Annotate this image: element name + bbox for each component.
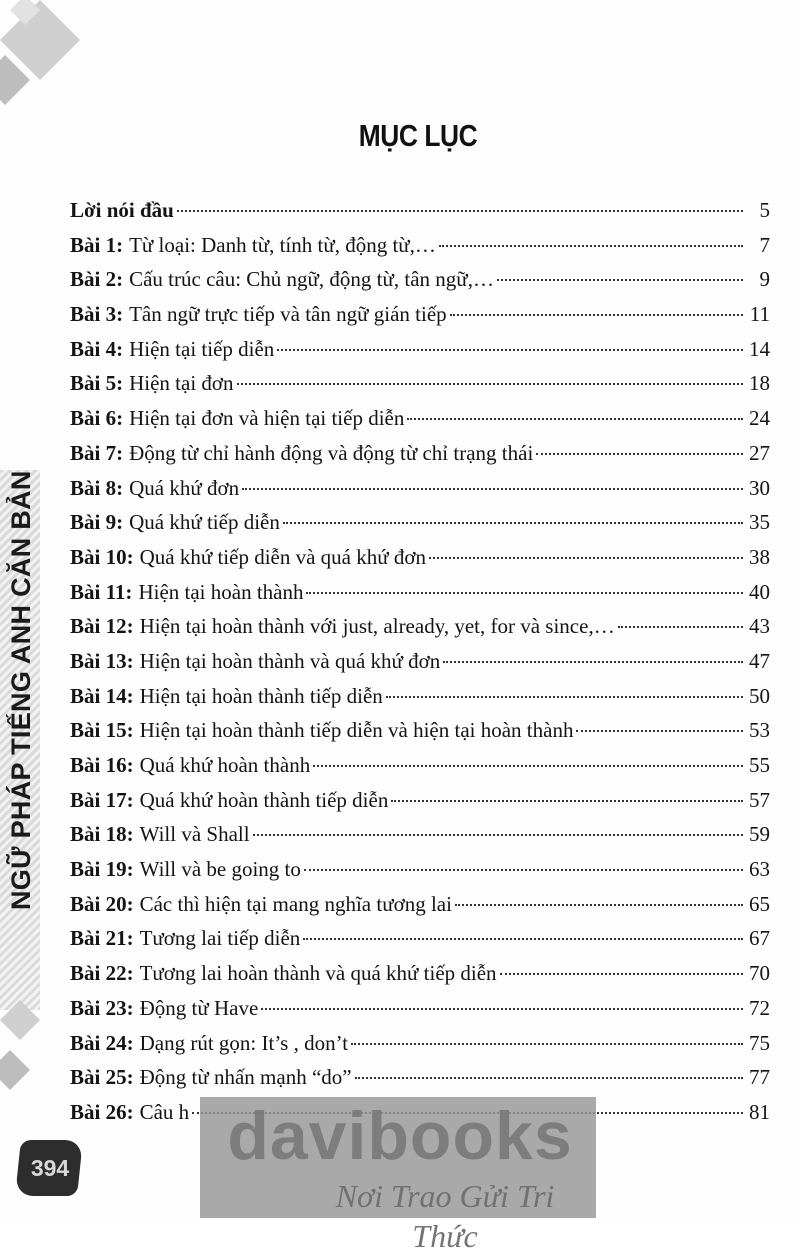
toc-entry-title: Tương lai hoàn thành và quá khứ tiếp diễn — [139, 961, 497, 986]
toc-entry-page: 75 — [749, 1030, 770, 1055]
toc-dot-leader — [500, 973, 743, 975]
toc-dot-leader — [536, 453, 743, 455]
toc-entry-title: Câu h — [139, 1099, 190, 1124]
toc-dot-leader — [443, 661, 743, 663]
page-title: MỤC LỤC — [358, 118, 478, 153]
toc-entry-label: Bài 2: — [70, 267, 124, 292]
watermark-brand: davibooks — [227, 1098, 573, 1174]
toc-entry — [70, 406, 770, 441]
toc-entry — [70, 198, 770, 233]
toc-entry-page: 57 — [749, 787, 770, 812]
toc-entry-title: Hiện tại hoàn thành và quá khứ đơn — [139, 648, 441, 673]
toc-entry-title: Dạng rút gọn: It’s , don’t — [139, 1030, 349, 1055]
toc-entry-label: Bài 17: — [70, 787, 134, 812]
toc-entry — [70, 337, 770, 372]
toc-entry-label: Bài 24: — [70, 1030, 134, 1055]
page-number: 394 — [30, 1155, 70, 1181]
toc-entry-title: Hiện tại tiếp diễn — [129, 336, 275, 361]
table-of-contents — [70, 198, 770, 1135]
toc-dot-leader — [429, 557, 743, 559]
toc-entry-page: 24 — [749, 406, 770, 431]
toc-entry-page: 18 — [749, 371, 770, 396]
toc-entry-label: Bài 10: — [70, 544, 134, 569]
toc-entry-label: Bài 13: — [70, 648, 134, 673]
toc-entry-label: Bài 22: — [70, 961, 134, 986]
toc-entry-label: Bài 5: — [70, 371, 124, 396]
toc-entry-title: Quá khứ hoàn thành tiếp diễn — [139, 787, 389, 812]
toc-entry-page: 7 — [759, 232, 770, 257]
toc-entry-label: Bài 8: — [70, 475, 124, 500]
toc-entry — [70, 233, 770, 268]
toc-entry — [70, 996, 770, 1031]
toc-entry-page: 9 — [759, 267, 770, 292]
toc-dot-leader — [177, 210, 743, 212]
toc-entry-title: Hiện tại hoàn thành — [138, 579, 304, 604]
toc-entry-title: Quá khứ tiếp diễn — [129, 510, 280, 535]
toc-entry-label: Bài 7: — [70, 440, 124, 465]
toc-entry-page: 5 — [759, 198, 770, 222]
toc-entry-page: 50 — [749, 683, 770, 708]
toc-entry-label: Bài 16: — [70, 753, 134, 777]
toc-entry-label: Bài 14: — [70, 683, 134, 708]
toc-entry-page: 53 — [749, 718, 770, 743]
toc-entry — [70, 684, 770, 719]
toc-dot-leader — [304, 869, 743, 871]
toc-entry-title: Quá khứ đơn — [129, 475, 240, 500]
toc-entry-page: 43 — [749, 614, 770, 639]
toc-entry-page: 14 — [749, 336, 770, 361]
watermark-tagline: Nơi Trao Gửi Tri Thức — [335, 1178, 555, 1254]
toc-entry-page: 59 — [749, 822, 770, 847]
toc-dot-leader — [261, 1008, 743, 1010]
toc-entry — [70, 753, 770, 788]
toc-entry — [70, 545, 770, 580]
toc-entry-label: Bài 1: — [70, 232, 124, 257]
toc-entry-title: Động từ Have — [139, 995, 259, 1020]
toc-entry-title: Cấu trúc câu: Chủ ngữ, động từ, tân ngữ,… — [129, 267, 494, 292]
toc-dot-leader — [313, 765, 743, 767]
toc-entry-label: Bài 25: — [70, 1065, 134, 1090]
toc-dot-leader — [407, 418, 743, 420]
toc-entry-page: 67 — [749, 926, 770, 951]
toc-entry-label: Bài 19: — [70, 857, 134, 882]
toc-dot-leader — [450, 314, 743, 316]
toc-entry-title: Hiện tại đơn và hiện tại tiếp diễn — [129, 406, 405, 431]
toc-entry-title: Động từ nhấn mạnh “do” — [139, 1065, 352, 1090]
toc-entry — [70, 649, 770, 684]
toc-dot-leader — [391, 800, 743, 802]
toc-entry-page: 30 — [749, 475, 770, 500]
toc-entry-page: 81 — [749, 1099, 770, 1124]
toc-dot-leader — [277, 349, 743, 351]
toc-entry-page: 38 — [749, 544, 770, 569]
toc-entry-label: Bài 3: — [70, 302, 124, 327]
decorative-diamond-pattern-bottom — [0, 1000, 50, 1120]
toc-entry-title: Hiện tại hoàn thành tiếp diễn và hiện tại hoàn thành — [139, 718, 574, 743]
toc-entry-page: 27 — [749, 440, 770, 465]
toc-entry — [70, 1031, 770, 1066]
toc-entry — [70, 371, 770, 406]
toc-entry-title: Hiện tại hoàn thành với just, already, yet, for và since,… — [139, 614, 615, 639]
toc-dot-leader — [253, 834, 743, 836]
toc-dot-leader — [306, 592, 743, 594]
toc-entry-page: 72 — [749, 995, 770, 1020]
toc-dot-leader — [283, 522, 743, 524]
toc-dot-leader — [618, 626, 743, 628]
toc-entry — [70, 580, 770, 615]
toc-entry-page: 63 — [749, 857, 770, 882]
toc-entry-title: Quá khứ tiếp diễn và quá khứ đơn — [139, 544, 426, 569]
toc-entry-label: Bài 4: — [70, 336, 124, 361]
toc-entry-title: Tân ngữ trực tiếp và tân ngữ gián tiếp — [129, 302, 447, 327]
toc-entry-title: Will và be going to — [139, 857, 301, 882]
toc-dot-leader — [439, 245, 743, 247]
toc-entry-label: Bài 12: — [70, 614, 134, 639]
toc-entry — [70, 1065, 770, 1100]
toc-entry — [70, 718, 770, 753]
toc-dot-leader — [303, 938, 743, 940]
toc-entry — [70, 892, 770, 927]
decorative-diamond-pattern — [0, 0, 120, 120]
toc-entry-page: 11 — [749, 302, 770, 327]
toc-entry-page: 35 — [749, 510, 770, 535]
toc-entry-page: 77 — [749, 1065, 770, 1090]
toc-entry — [70, 614, 770, 649]
toc-entry — [70, 926, 770, 961]
toc-entry-title: Các thì hiện tại mang nghĩa tương lai — [139, 891, 452, 916]
toc-entry — [70, 788, 770, 823]
toc-entry-title: Quá khứ hoàn thành — [139, 753, 311, 777]
toc-entry — [70, 857, 770, 892]
toc-entry-page: 40 — [749, 579, 770, 604]
toc-entry-page: 55 — [749, 753, 770, 777]
toc-dot-leader — [576, 730, 743, 732]
toc-entry — [70, 302, 770, 337]
toc-dot-leader — [351, 1043, 743, 1045]
toc-entry-label: Bài 15: — [70, 718, 134, 743]
toc-entry-page: 70 — [749, 961, 770, 986]
toc-entry-label: Bài 23: — [70, 995, 134, 1020]
toc-entry-title: Lời nói đầu — [70, 198, 174, 222]
toc-entry-label: Bài 21: — [70, 926, 134, 951]
toc-entry-label: Bài 9: — [70, 510, 124, 535]
toc-entry — [70, 267, 770, 302]
toc-entry-title: Động từ chỉ hành động và động từ chỉ trạng thái — [129, 440, 534, 465]
toc-entry-page: 47 — [749, 648, 770, 673]
toc-entry-label: Bài 11: — [70, 579, 133, 604]
toc-entry-title: Từ loại: Danh từ, tính từ, động từ,… — [129, 232, 436, 257]
toc-entry-page: 65 — [749, 891, 770, 916]
toc-entry — [70, 441, 770, 476]
toc-dot-leader — [497, 279, 743, 281]
toc-entry-label: Bài 18: — [70, 822, 134, 847]
book-spine-title: NGỮ PHÁP TIẾNG ANH CĂN BẢN — [6, 470, 36, 910]
toc-dot-leader — [455, 904, 743, 906]
toc-entry — [70, 961, 770, 996]
toc-entry-title: Tương lai tiếp diễn — [139, 926, 301, 951]
toc-dot-leader — [355, 1077, 743, 1079]
toc-entry-title: Will và Shall — [139, 822, 250, 847]
toc-entry-title: Hiện tại hoàn thành tiếp diễn — [139, 683, 383, 708]
toc-entry-title: Hiện tại đơn — [129, 371, 234, 396]
toc-dot-leader — [242, 488, 743, 490]
toc-dot-leader — [386, 696, 743, 698]
toc-entry — [70, 476, 770, 511]
toc-entry-label: Bài 26: — [70, 1099, 134, 1124]
toc-entry-label: Bài 20: — [70, 891, 134, 916]
toc-entry-label: Bài 6: — [70, 406, 124, 431]
toc-entry — [70, 510, 770, 545]
toc-entry — [70, 822, 770, 857]
toc-dot-leader — [237, 383, 743, 385]
